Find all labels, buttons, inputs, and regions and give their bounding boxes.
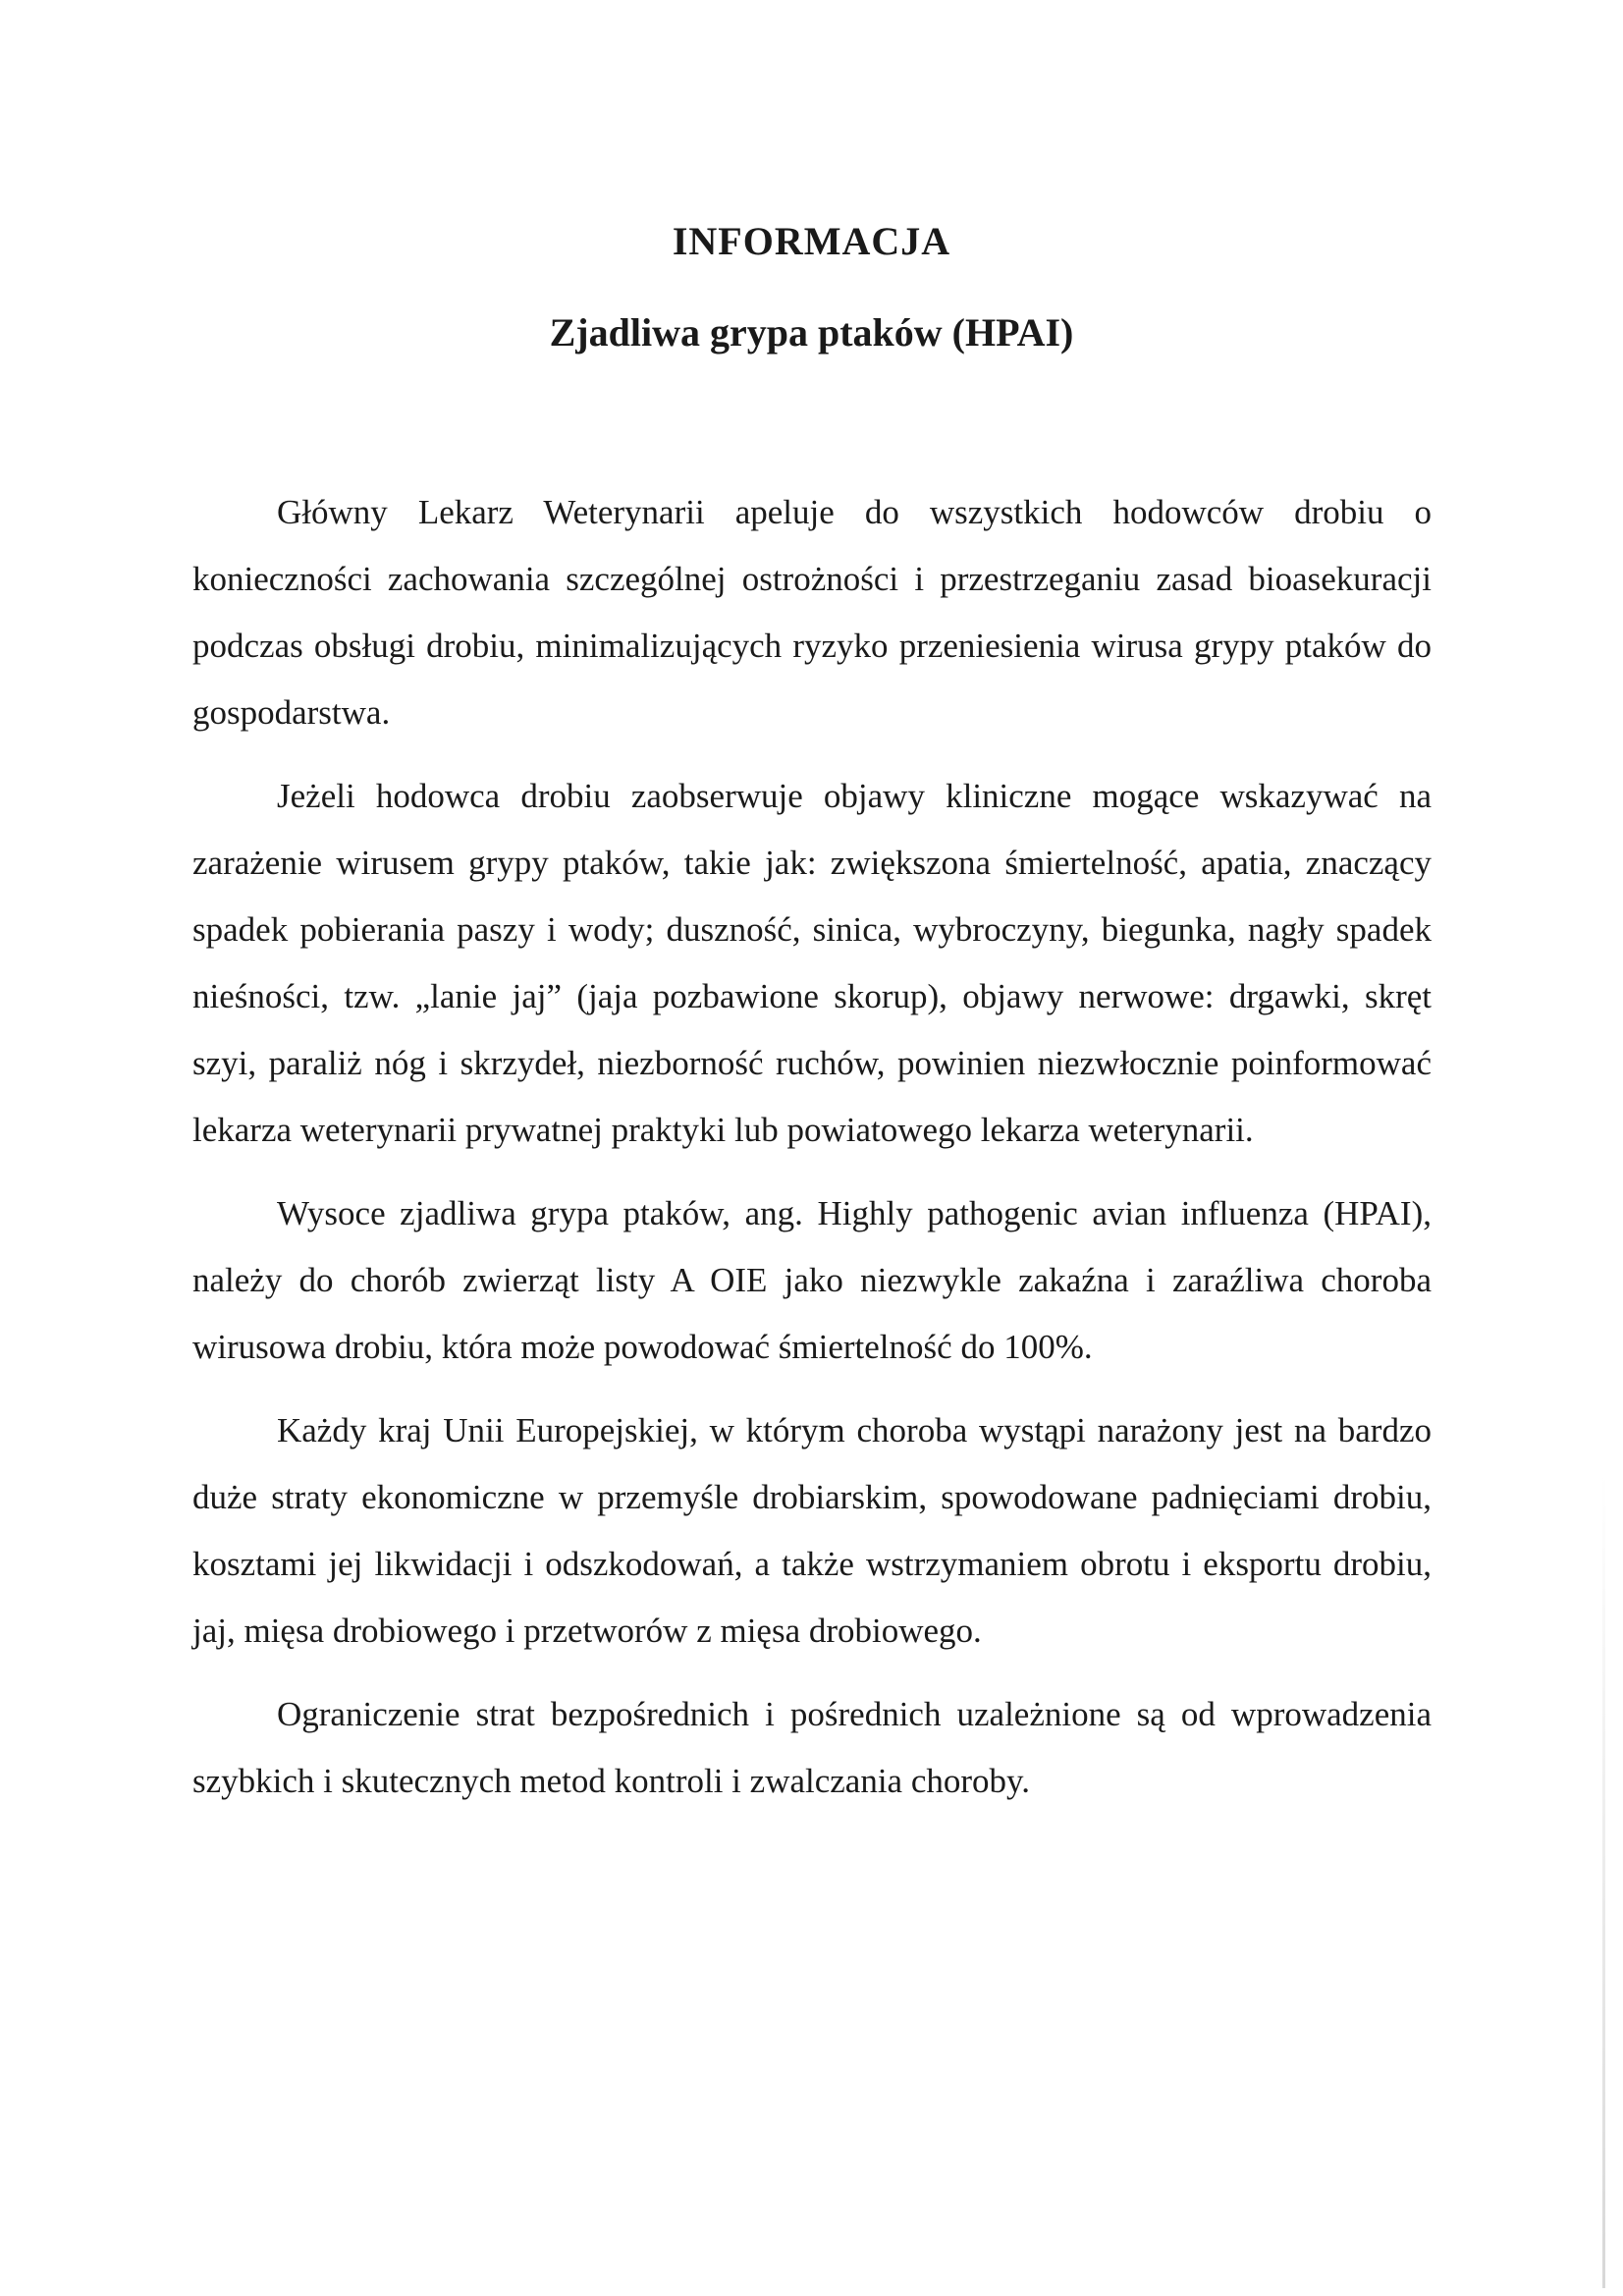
paragraph-hpai-definition: Wysoce zjadliwa grypa ptaków, ang. Highly pathogenic avian influenza (HPAI), należy do chorób zwierząt listy A OIE jako niezwykle zakaźna i zaraźliwa choroba wirusowa drobiu, która może powodować śmiertelność do 100%. bbox=[192, 1194, 1432, 1366]
document-title: INFORMACJA bbox=[672, 219, 951, 263]
paragraph-appeal: Główny Lekarz Weterynarii apeluje do wszystkich hodowców drobiu o konieczności zachowania szczególnej ostrożności i przestrzeganiu zasad bioasekuracji podczas obsługi drobiu, minimalizujących ryzyko przeniesienia wirusa grypy ptaków do gospodarstwa. bbox=[192, 493, 1432, 732]
document-body bbox=[192, 479, 1432, 1831]
scan-edge-shadow bbox=[1602, 1473, 1605, 2288]
paragraph-symptoms: Jeżeli hodowca drobiu zaobserwuje objawy kliniczne mogące wskazywać na zarażenie wirusem grypy ptaków, takie jak: zwiększona śmiertelność, apatia, znaczący spadek pobierania paszy i wody; duszność, sinica, wybroczyny, biegunka, nagły spadek nieśności, tzw. „lanie jaj” (jaja pozbawione skorup), objawy nerwowe: drgawki, skręt szyi, paraliż nóg i skrzydeł, niezborność ruchów, powinien niezwłocznie poinformować lekarza weterynarii prywatnej praktyki lub powiatowego lekarza weterynarii. bbox=[192, 777, 1432, 1149]
paragraph-economic-losses: Każdy kraj Unii Europejskiej, w którym choroba wystąpi narażony jest na bardzo duże straty ekonomiczne w przemyśle drobiarskim, spowodowane padnięciami drobiu, kosztami jej likwidacji i odszkodowań, a także wstrzymaniem obrotu i eksportu drobiu, jaj, mięsa drobiowego i przetworów z mięsa drobiowego. bbox=[192, 1411, 1432, 1650]
document-subtitle: Zjadliwa grypa ptaków (HPAI) bbox=[549, 310, 1074, 355]
paragraph-loss-limitation: Ograniczenie strat bezpośrednich i pośrednich uzależnione są od wprowadzenia szybkich i skutecznych metod kontroli i zwalczania choroby. bbox=[192, 1695, 1432, 1800]
